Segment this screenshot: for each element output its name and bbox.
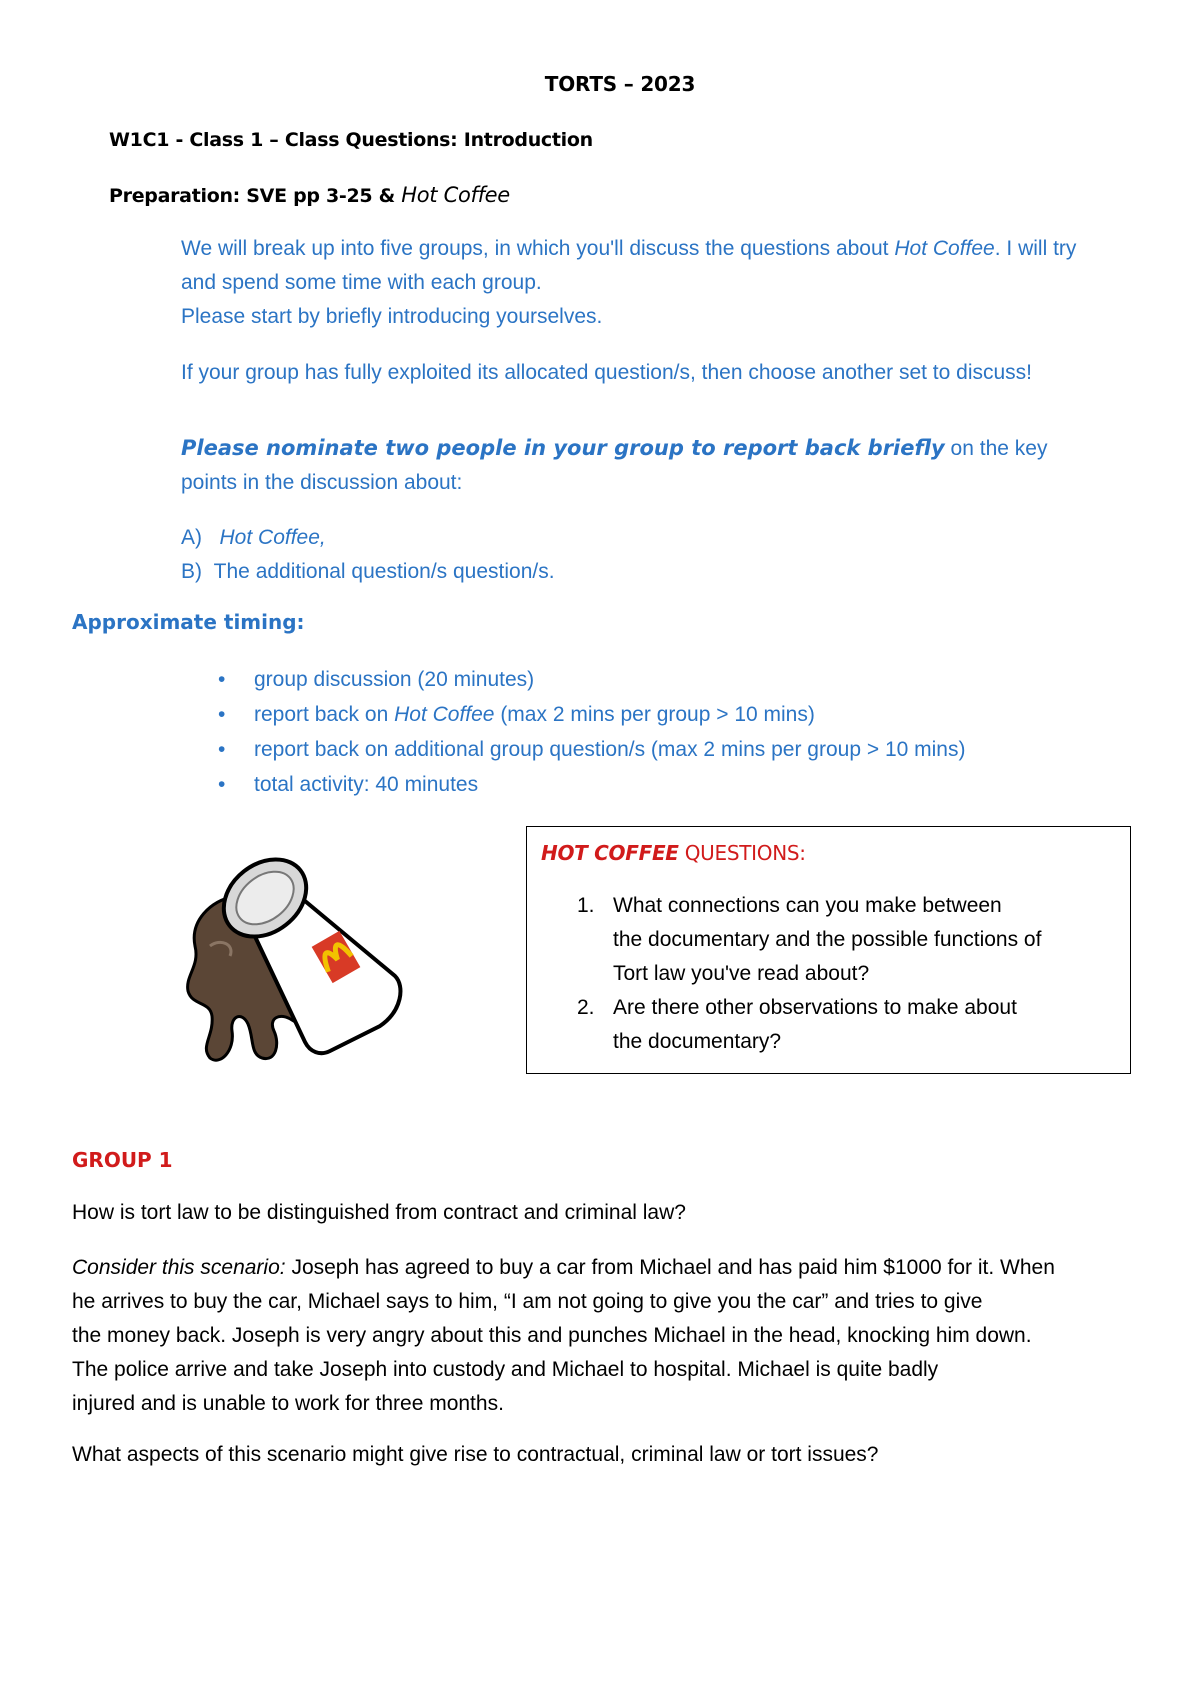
class-heading: W1C1 - Class 1 – Class Questions: Introduction — [109, 129, 593, 151]
report-item: B) The additional question/s question/s. — [181, 560, 555, 583]
preparation-line — [109, 183, 510, 207]
group-1-heading: GROUP 1 — [72, 1148, 173, 1172]
timing-item: • report back on Hot Coffee (max 2 mins per group > 10 mins) — [218, 703, 815, 726]
group-1-question: How is tort law to be distinguished from contract and criminal law? — [72, 1201, 686, 1224]
spilled-coffee-cup-icon — [180, 826, 410, 1066]
scenario-label: Consider this scenario: — [72, 1256, 286, 1279]
intro-line-1: We will break up into five groups, in which you'll discuss the questions about Hot Coffee. I will try — [181, 237, 1077, 260]
hot-coffee-questions-title: HOT COFFEE QUESTIONS: — [541, 841, 806, 865]
timing-item: • group discussion (20 minutes) — [218, 668, 535, 691]
question-item: 1. What connections can you make between the documentary and the possible functions of Tort law you've read about? — [577, 894, 1042, 985]
intro-line-4: If your group has fully exploited its allocated question/s, then choose another set to discuss! — [181, 361, 1033, 384]
report-items-list — [181, 521, 555, 589]
timing-item: • total activity: 40 minutes — [218, 773, 479, 796]
timing-item: • report back on additional group question/s (max 2 mins per group > 10 mins) — [218, 738, 966, 761]
hot-coffee-questions-list — [577, 889, 1117, 1059]
group-1-final-question: What aspects of this scenario might give rise to contractual, criminal law or tort issues? — [72, 1443, 879, 1466]
nominate-emphasis: Please nominate two people in your group to report back briefly — [181, 436, 945, 460]
intro-line-2: and spend some time with each group. — [181, 271, 542, 294]
timing-list — [214, 662, 965, 802]
report-item: A) Hot Coffee, — [181, 526, 326, 549]
timing-heading: Approximate timing: — [72, 610, 305, 634]
nominate-paragraph: Please nominate two people in your group to report back briefly on the key points in the discussion about: — [181, 436, 1048, 494]
preparation-prefix: Preparation: SVE pp 3-25 & — [109, 185, 402, 207]
intro-paragraph — [181, 232, 1141, 334]
hot-coffee-questions-box — [526, 826, 1131, 1074]
page-title: TORTS – 2023 — [544, 72, 696, 96]
question-item: 2. Are there other observations to make about the documentary? — [577, 996, 1017, 1053]
group-1-scenario: Consider this scenario: Joseph has agreed to buy a car from Michael and has paid him $1000 for it. When he arrives to buy the car, Michael says to him, “I am not going to give you the car” and tries to give the money back. Joseph is very angry about this and punches Michael in the head, knocking him down. The police arrive and take Joseph into custody and Michael to hospital. Michael is quite badly injured and is unable to work for three months. — [72, 1256, 1055, 1415]
preparation-hot-coffee: Hot Coffee — [401, 183, 510, 207]
intro-line-3: Please start by briefly introducing yourselves. — [181, 305, 603, 328]
